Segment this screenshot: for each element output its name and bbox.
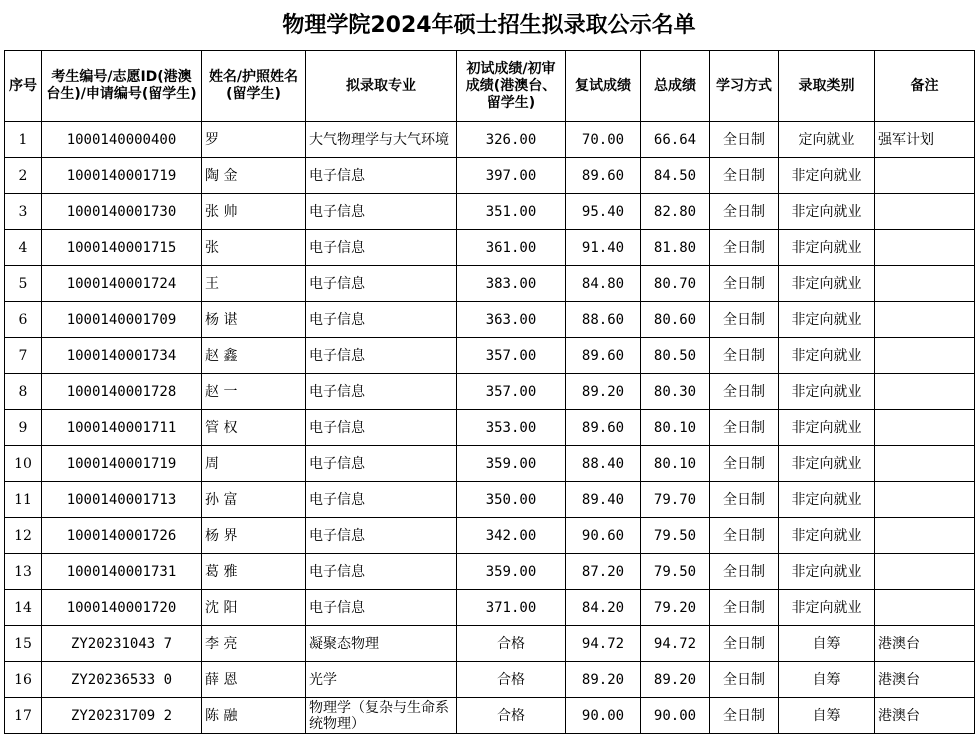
cell-retest-score: 89.60 (566, 158, 641, 194)
cell-study-mode: 全日制 (710, 698, 779, 734)
cell-total-score: 80.30 (641, 374, 710, 410)
col-header-study-mode: 学习方式 (710, 51, 779, 122)
cell-study-mode: 全日制 (710, 302, 779, 338)
cell-total-score: 84.50 (641, 158, 710, 194)
cell-total-score: 80.70 (641, 266, 710, 302)
cell-candidate-id: ZY20231043 7 (42, 626, 202, 662)
cell-prelim-score: 353.00 (457, 410, 566, 446)
cell-major: 电子信息 (306, 410, 457, 446)
cell-major: 电子信息 (306, 194, 457, 230)
table-row (5, 194, 975, 230)
cell-retest-score: 89.20 (566, 374, 641, 410)
cell-study-mode: 全日制 (710, 518, 779, 554)
cell-candidate-id: 1000140000400 (42, 122, 202, 158)
cell-no: 7 (5, 338, 42, 374)
table-row (5, 482, 975, 518)
cell-study-mode: 全日制 (710, 194, 779, 230)
cell-study-mode: 全日制 (710, 266, 779, 302)
cell-major: 电子信息 (306, 446, 457, 482)
cell-candidate-id: 1000140001719 (42, 446, 202, 482)
cell-prelim-score: 383.00 (457, 266, 566, 302)
cell-name: 孙 富 (202, 482, 306, 518)
admission-table (4, 50, 975, 734)
table-row (5, 410, 975, 446)
cell-candidate-id: 1000140001731 (42, 554, 202, 590)
cell-retest-score: 84.20 (566, 590, 641, 626)
cell-category: 定向就业 (779, 122, 875, 158)
header-row (5, 51, 975, 122)
cell-prelim-score: 326.00 (457, 122, 566, 158)
cell-study-mode: 全日制 (710, 338, 779, 374)
table-row (5, 122, 975, 158)
cell-study-mode: 全日制 (710, 626, 779, 662)
cell-total-score: 79.20 (641, 590, 710, 626)
cell-major: 光学 (306, 662, 457, 698)
cell-retest-score: 94.72 (566, 626, 641, 662)
cell-remark (875, 374, 975, 410)
cell-remark: 港澳台 (875, 662, 975, 698)
cell-category: 非定向就业 (779, 482, 875, 518)
cell-no: 3 (5, 194, 42, 230)
table-row (5, 518, 975, 554)
cell-total-score: 66.64 (641, 122, 710, 158)
cell-prelim-score: 359.00 (457, 554, 566, 590)
cell-study-mode: 全日制 (710, 230, 779, 266)
cell-major: 电子信息 (306, 518, 457, 554)
cell-prelim-score: 363.00 (457, 302, 566, 338)
cell-candidate-id: 1000140001730 (42, 194, 202, 230)
cell-retest-score: 90.60 (566, 518, 641, 554)
cell-candidate-id: ZY20236533 0 (42, 662, 202, 698)
cell-prelim-score: 397.00 (457, 158, 566, 194)
cell-category: 非定向就业 (779, 230, 875, 266)
cell-no: 4 (5, 230, 42, 266)
cell-name: 薛 恩 (202, 662, 306, 698)
cell-remark (875, 302, 975, 338)
cell-name: 沈 阳 (202, 590, 306, 626)
cell-study-mode: 全日制 (710, 590, 779, 626)
cell-study-mode: 全日制 (710, 410, 779, 446)
cell-name: 赵 一 (202, 374, 306, 410)
cell-candidate-id: 1000140001726 (42, 518, 202, 554)
cell-candidate-id: 1000140001719 (42, 158, 202, 194)
cell-study-mode: 全日制 (710, 554, 779, 590)
cell-no: 11 (5, 482, 42, 518)
cell-remark (875, 338, 975, 374)
table-body (5, 122, 975, 734)
cell-category: 非定向就业 (779, 446, 875, 482)
cell-major: 电子信息 (306, 554, 457, 590)
cell-category: 非定向就业 (779, 518, 875, 554)
col-header-retest-score: 复试成绩 (566, 51, 641, 122)
page-title: 物理学院2024年硕士招生拟录取公示名单 (282, 13, 696, 38)
cell-name: 周 (202, 446, 306, 482)
cell-prelim-score: 357.00 (457, 338, 566, 374)
cell-major: 物理学（复杂与生命系统物理） (306, 698, 457, 734)
cell-prelim-score: 合格 (457, 698, 566, 734)
cell-remark (875, 482, 975, 518)
cell-category: 非定向就业 (779, 590, 875, 626)
cell-retest-score: 89.40 (566, 482, 641, 518)
cell-name: 罗 (202, 122, 306, 158)
table-row (5, 590, 975, 626)
cell-prelim-score: 361.00 (457, 230, 566, 266)
cell-candidate-id: 1000140001711 (42, 410, 202, 446)
cell-study-mode: 全日制 (710, 482, 779, 518)
cell-remark (875, 554, 975, 590)
cell-retest-score: 88.40 (566, 446, 641, 482)
cell-name: 陶 金 (202, 158, 306, 194)
cell-remark: 强军计划 (875, 122, 975, 158)
table-row (5, 302, 975, 338)
cell-no: 13 (5, 554, 42, 590)
cell-no: 17 (5, 698, 42, 734)
cell-study-mode: 全日制 (710, 446, 779, 482)
cell-total-score: 81.80 (641, 230, 710, 266)
cell-total-score: 89.20 (641, 662, 710, 698)
cell-study-mode: 全日制 (710, 374, 779, 410)
table-row (5, 662, 975, 698)
cell-no: 2 (5, 158, 42, 194)
col-header-prelim-score: 初试成绩/初审成绩(港澳台、留学生) (457, 51, 566, 122)
cell-retest-score: 95.40 (566, 194, 641, 230)
cell-remark (875, 194, 975, 230)
cell-total-score: 94.72 (641, 626, 710, 662)
cell-name: 赵 鑫 (202, 338, 306, 374)
cell-study-mode: 全日制 (710, 662, 779, 698)
cell-total-score: 79.50 (641, 518, 710, 554)
col-header-name: 姓名/护照姓名(留学生) (202, 51, 306, 122)
col-header-major: 拟录取专业 (306, 51, 457, 122)
cell-no: 15 (5, 626, 42, 662)
table-row (5, 554, 975, 590)
cell-major: 电子信息 (306, 158, 457, 194)
cell-category: 非定向就业 (779, 266, 875, 302)
cell-name: 杨 界 (202, 518, 306, 554)
table-row (5, 338, 975, 374)
table-row (5, 158, 975, 194)
cell-name: 葛 雅 (202, 554, 306, 590)
cell-major: 凝聚态物理 (306, 626, 457, 662)
cell-no: 12 (5, 518, 42, 554)
cell-retest-score: 88.60 (566, 302, 641, 338)
cell-remark (875, 158, 975, 194)
table-row (5, 698, 975, 734)
cell-major: 电子信息 (306, 482, 457, 518)
table-row (5, 230, 975, 266)
table-row (5, 626, 975, 662)
cell-name: 陈 融 (202, 698, 306, 734)
table-row (5, 446, 975, 482)
cell-prelim-score: 350.00 (457, 482, 566, 518)
cell-remark (875, 590, 975, 626)
cell-prelim-score: 357.00 (457, 374, 566, 410)
cell-remark (875, 410, 975, 446)
cell-prelim-score: 342.00 (457, 518, 566, 554)
cell-no: 5 (5, 266, 42, 302)
cell-candidate-id: 1000140001720 (42, 590, 202, 626)
cell-prelim-score: 合格 (457, 662, 566, 698)
cell-candidate-id: 1000140001728 (42, 374, 202, 410)
cell-prelim-score: 371.00 (457, 590, 566, 626)
cell-remark (875, 518, 975, 554)
cell-total-score: 79.70 (641, 482, 710, 518)
table-row (5, 266, 975, 302)
cell-category: 自筹 (779, 626, 875, 662)
cell-name: 张 帅 (202, 194, 306, 230)
cell-remark (875, 230, 975, 266)
cell-candidate-id: 1000140001724 (42, 266, 202, 302)
cell-category: 非定向就业 (779, 410, 875, 446)
cell-retest-score: 90.00 (566, 698, 641, 734)
cell-retest-score: 87.20 (566, 554, 641, 590)
cell-major: 大气物理学与大气环境 (306, 122, 457, 158)
cell-study-mode: 全日制 (710, 122, 779, 158)
cell-major: 电子信息 (306, 266, 457, 302)
cell-total-score: 79.50 (641, 554, 710, 590)
cell-total-score: 80.10 (641, 410, 710, 446)
cell-category: 非定向就业 (779, 554, 875, 590)
cell-retest-score: 70.00 (566, 122, 641, 158)
cell-remark: 港澳台 (875, 698, 975, 734)
cell-total-score: 82.80 (641, 194, 710, 230)
col-header-id: 考生编号/志愿ID(港澳台生)/申请编号(留学生) (42, 51, 202, 122)
cell-prelim-score: 合格 (457, 626, 566, 662)
cell-total-score: 80.60 (641, 302, 710, 338)
cell-category: 非定向就业 (779, 302, 875, 338)
cell-major: 电子信息 (306, 590, 457, 626)
cell-category: 非定向就业 (779, 338, 875, 374)
cell-no: 1 (5, 122, 42, 158)
cell-no: 8 (5, 374, 42, 410)
cell-retest-score: 89.20 (566, 662, 641, 698)
cell-name: 管 权 (202, 410, 306, 446)
cell-candidate-id: ZY20231709 2 (42, 698, 202, 734)
cell-prelim-score: 351.00 (457, 194, 566, 230)
cell-prelim-score: 359.00 (457, 446, 566, 482)
cell-remark (875, 266, 975, 302)
cell-candidate-id: 1000140001734 (42, 338, 202, 374)
col-header-remark: 备注 (875, 51, 975, 122)
col-header-total-score: 总成绩 (641, 51, 710, 122)
cell-study-mode: 全日制 (710, 158, 779, 194)
cell-category: 非定向就业 (779, 374, 875, 410)
col-header-no: 序号 (5, 51, 42, 122)
cell-category: 自筹 (779, 662, 875, 698)
cell-category: 自筹 (779, 698, 875, 734)
cell-name: 张 (202, 230, 306, 266)
cell-major: 电子信息 (306, 374, 457, 410)
table-row (5, 374, 975, 410)
cell-retest-score: 84.80 (566, 266, 641, 302)
cell-remark: 港澳台 (875, 626, 975, 662)
cell-remark (875, 446, 975, 482)
cell-no: 6 (5, 302, 42, 338)
cell-name: 杨 谌 (202, 302, 306, 338)
col-header-category: 录取类别 (779, 51, 875, 122)
cell-no: 16 (5, 662, 42, 698)
cell-category: 非定向就业 (779, 158, 875, 194)
cell-major: 电子信息 (306, 302, 457, 338)
cell-retest-score: 89.60 (566, 338, 641, 374)
cell-total-score: 80.10 (641, 446, 710, 482)
cell-candidate-id: 1000140001713 (42, 482, 202, 518)
cell-no: 10 (5, 446, 42, 482)
cell-candidate-id: 1000140001709 (42, 302, 202, 338)
cell-total-score: 90.00 (641, 698, 710, 734)
cell-major: 电子信息 (306, 338, 457, 374)
cell-category: 非定向就业 (779, 194, 875, 230)
cell-name: 李 亮 (202, 626, 306, 662)
cell-candidate-id: 1000140001715 (42, 230, 202, 266)
cell-major: 电子信息 (306, 230, 457, 266)
cell-no: 9 (5, 410, 42, 446)
cell-no: 14 (5, 590, 42, 626)
cell-retest-score: 91.40 (566, 230, 641, 266)
cell-total-score: 80.50 (641, 338, 710, 374)
cell-name: 王 (202, 266, 306, 302)
cell-retest-score: 89.60 (566, 410, 641, 446)
